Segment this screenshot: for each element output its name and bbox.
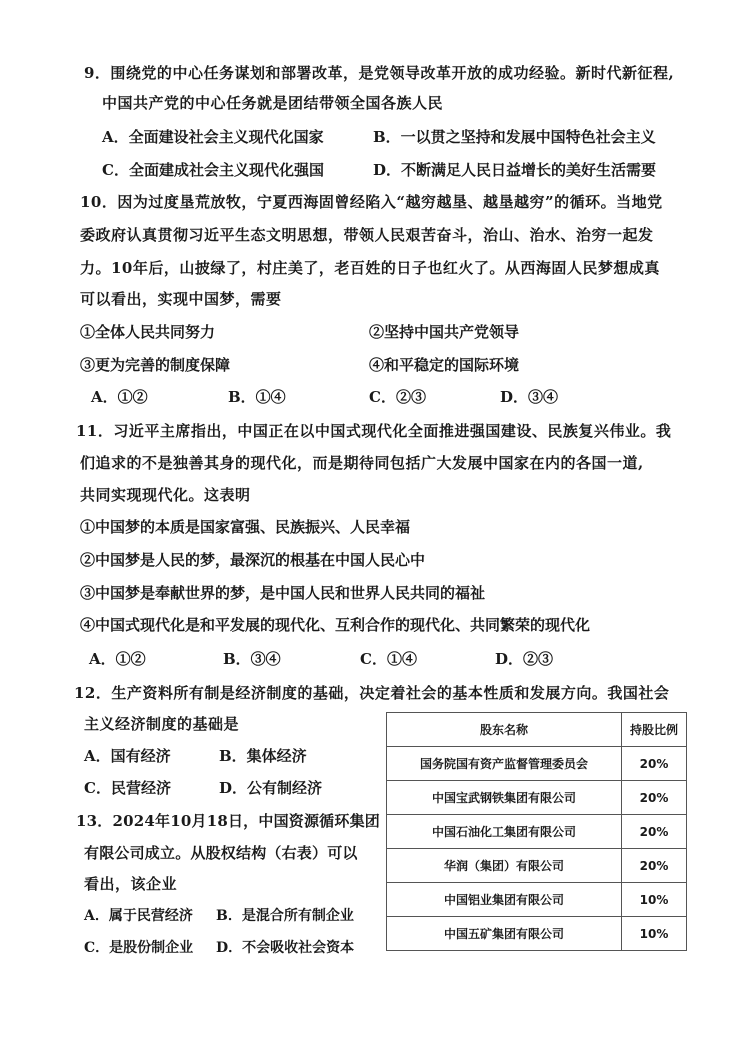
q10-option-b: B．①④ [228, 388, 286, 406]
shareholder-name: 中国五矿集团有限公司 [387, 917, 622, 951]
q11-option-a: A．①② [89, 650, 146, 668]
q10-option-c: C．②③ [369, 388, 426, 406]
q13-option-d: D．不会吸收社会资本 [216, 940, 355, 956]
header-shareholder-name: 股东名称 [387, 713, 622, 747]
q10-item-3: ③更为完善的制度保障 [80, 356, 231, 374]
q13-stem-line3: 看出，该企业 [84, 875, 178, 893]
q9-option-a: A．全面建设社会主义现代化国家 [102, 128, 324, 146]
q13-option-b: B．是混合所有制企业 [216, 908, 354, 924]
q12-stem-line1: 12．生产资料所有制是经济制度的基础，决定着社会的基本性质和发展方向。我国社会 [74, 684, 670, 702]
q9-stem-line1: 9．围绕党的中心任务谋划和部署改革，是党领导改革开放的成功经验。新时代新征程, [84, 64, 675, 82]
q11-option-d: D．②③ [495, 650, 554, 668]
q12-option-a: A．国有经济 [84, 747, 171, 765]
q10-item-2: ②坚持中国共产党领导 [369, 323, 520, 341]
q11-item-3: ③中国梦是奉献世界的梦，是中国人民和世界人民共同的福祉 [80, 584, 486, 602]
header-share-ratio: 持股比例 [622, 713, 687, 747]
table-row [387, 883, 687, 917]
q9-option-d: D．不断满足人民日益增长的美好生活需要 [373, 161, 657, 179]
q12-option-b: B．集体经济 [219, 747, 307, 765]
share-ratio: 10% [622, 917, 687, 951]
q13-stem-line1: 13．2024年10月18日，中国资源循环集团 [76, 812, 380, 830]
share-ratio: 20% [622, 815, 687, 849]
q10-item-4: ④和平稳定的国际环境 [369, 356, 520, 374]
table-row [387, 747, 687, 781]
shareholder-name: 中国铝业集团有限公司 [387, 883, 622, 917]
q11-item-2: ②中国梦是人民的梦，最深沉的根基在中国人民心中 [80, 551, 426, 569]
q13-stem-line2: 有限公司成立。从股权结构（右表）可以 [84, 844, 358, 862]
q11-stem-line3: 共同实现现代化。这表明 [80, 486, 251, 504]
q10-stem-line4: 可以看出，实现中国梦，需要 [80, 290, 282, 308]
share-ratio: 20% [622, 747, 687, 781]
share-ratio: 10% [622, 883, 687, 917]
q9-option-b: B．一以贯之坚持和发展中国特色社会主义 [373, 128, 656, 146]
shareholder-table [386, 712, 687, 951]
q13-option-a: A．属于民营经济 [84, 908, 193, 924]
shareholder-name: 国务院国有资产监督管理委员会 [387, 747, 622, 781]
q9-stem-line2: 中国共产党的中心任务就是团结带领全国各族人民 [102, 94, 444, 112]
share-ratio: 20% [622, 849, 687, 883]
q13-option-c: C．是股份制企业 [84, 940, 194, 956]
share-ratio: 20% [622, 781, 687, 815]
q9-option-c: C．全面建成社会主义现代化强国 [102, 161, 324, 179]
shareholder-name: 中国石油化工集团有限公司 [387, 815, 622, 849]
table-header-row [387, 713, 687, 747]
shareholder-name: 华润（集团）有限公司 [387, 849, 622, 883]
q11-stem-line1: 11．习近平主席指出，中国正在以中国式现代化全面推进强国建设、民族复兴伟业。我 [76, 422, 672, 440]
q12-option-d: D．公有制经济 [219, 779, 323, 797]
q10-stem-line2: 委政府认真贯彻习近平生态文明思想，带领人民艰苦奋斗，治山、治水、治穷一起发 [80, 226, 654, 244]
q12-stem-line2: 主义经济制度的基础是 [84, 715, 240, 733]
table-row [387, 849, 687, 883]
q11-option-b: B．③④ [223, 650, 281, 668]
q11-item-4: ④中国式现代化是和平发展的现代化、互利合作的现代化、共同繁荣的现代化 [80, 616, 591, 634]
q10-stem-line1: 10．因为过度垦荒放牧，宁夏西海固曾经陷入“越穷越垦、越垦越穷”的循环。当地党 [80, 193, 663, 211]
q12-option-c: C．民营经济 [84, 779, 171, 797]
q10-stem-line3: 力。10年后，山披绿了，村庄美了，老百姓的日子也红火了。从西海固人民梦想成真 [80, 259, 660, 277]
q10-option-d: D．③④ [500, 388, 559, 406]
table-row [387, 815, 687, 849]
shareholder-name: 中国宝武钢铁集团有限公司 [387, 781, 622, 815]
q10-item-1: ①全体人民共同努力 [80, 323, 216, 341]
table-row [387, 781, 687, 815]
q11-option-c: C．①④ [360, 650, 417, 668]
q11-stem-line2: 们追求的不是独善其身的现代化，而是期待同包括广大发展中国家在内的各国一道, [80, 454, 644, 472]
q10-option-a: A．①② [91, 388, 148, 406]
q11-item-1: ①中国梦的本质是国家富强、民族振兴、人民幸福 [80, 518, 411, 536]
table-row [387, 917, 687, 951]
